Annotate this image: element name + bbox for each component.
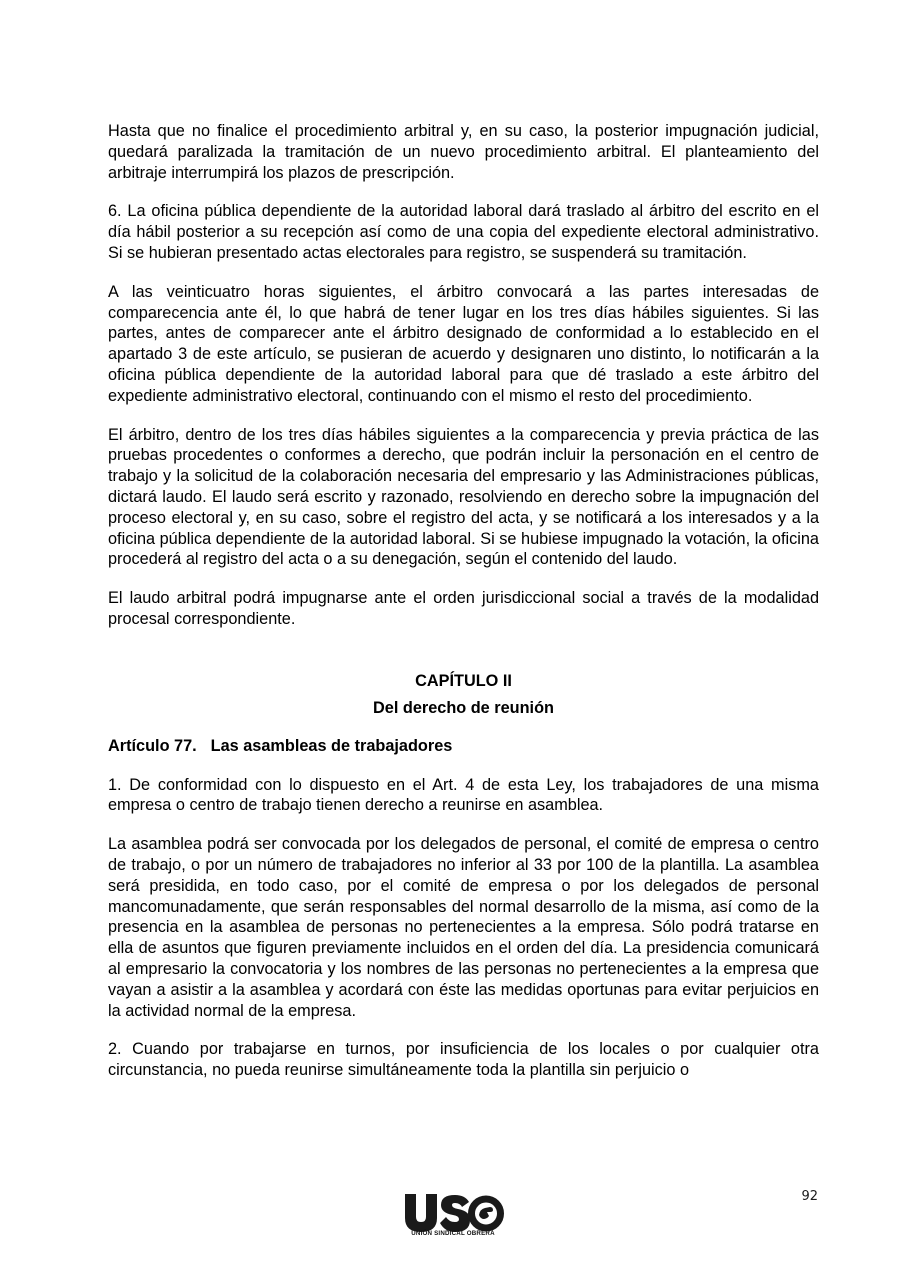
logo-letter-s	[440, 1195, 470, 1232]
article-number: Artículo 77.	[108, 736, 197, 755]
paragraph: A las veinticuatro horas siguientes, el árbitro convocará a las partes interesadas de comparecencia ante él, lo que habrá de tener lugar en los tres días hábiles siguientes. Si las partes, antes de comparecer ante el árbitro designado de conformidad a lo establecido en el apartado 3 de este artículo, se pusieran de acuerdo y designaren uno distinto, lo notificarán a la oficina pública dependiente de la autoridad laboral para que dé traslado a este árbitro del expediente administrativo electoral, continuando con el mismo el resto del procedimiento.	[108, 282, 819, 405]
article-title: Las asambleas de trabajadores	[210, 736, 453, 755]
chapter-heading	[108, 668, 819, 722]
paragraph: Hasta que no finalice el procedimiento arbitral y, en su caso, la posterior impugnación judicial, quedará paralizada la tramitación de un nuevo procedimiento arbitral. El planteamiento del arbitraje interrumpirá los plazos de prescripción.	[108, 122, 819, 182]
logo-letter-u	[405, 1194, 437, 1232]
paragraph: El laudo arbitral podrá impugnarse ante el orden jurisdiccional social a través de la modalidad procesal correspondiente.	[108, 589, 819, 628]
paragraph: La asamblea podrá ser convocada por los delegados de personal, el comité de empresa o centro de trabajo, o por un número de trabajadores no inferior al 33 por 100 de la plantilla. La asamblea será presidida, en todo caso, por el comité de empresa o por los delegados de personal mancomunadamente, que serán responsables del normal desarrollo de la misma, así como de la presencia en la asamblea de personas no pertenecientes a la empresa. Sólo podrá tratarse en ella de asuntos que figuren previamente incluidos en el orden del día. La presidencia comunicará al empresario la convocatoria y los nombres de las personas no pertenecientes a la empresa que vayan a asistir a la asamblea y acordará con éste las medidas oportunas para evitar perjuicios en la actividad normal de la empresa.	[108, 835, 819, 1020]
logo-caption: UNIÓN SINDICAL OBRERA	[411, 1230, 495, 1237]
paragraph: 2. Cuando por trabajarse en turnos, por insuficiencia de los locales o por cualquier otra circunstancia, no pueda reunirse simultáneamente toda la plantilla sin perjuicio o	[108, 1040, 819, 1080]
document-body	[108, 121, 819, 1099]
paragraph: 6. La oficina pública dependiente de la autoridad laboral dará traslado al árbitro del escrito en el día hábil posterior a su recepción así como de una copia del expediente electoral administrativo. Si se hubieran presentado actas electorales para registro, se suspenderá su tramitación.	[108, 202, 819, 262]
paragraph: 1. De conformidad con lo dispuesto en el Art. 4 de esta Ley, los trabajadores de una misma empresa o centro de trabajo tienen derecho a reunirse en asamblea.	[108, 775, 819, 815]
article-heading	[108, 736, 819, 757]
chapter-title: Del derecho de reunión	[373, 698, 554, 717]
chapter-number: CAPÍTULO II	[415, 671, 512, 690]
page-number: 92	[801, 1189, 818, 1204]
paragraph: El árbitro, dentro de los tres días hábiles siguientes a la comparecencia y previa práctica de las pruebas procedentes o conformes a derecho, que podrán incluir la personación en el centro de trabajo y la solicitud de la colaboración necesaria del empresario y las Administraciones públicas, dictará laudo. El laudo será escrito y razonado, resolviendo en derecho sobre la impugnación del proceso electoral y, en su caso, sobre el registro del acta, y se notificará a los interesados y a la oficina pública dependiente de la autoridad laboral. Si se hubiese impugnado la votación, la oficina procederá al registro del acta o a su denegación, según el contenido del laudo.	[108, 425, 819, 569]
logo-hand-icon	[479, 1207, 493, 1219]
